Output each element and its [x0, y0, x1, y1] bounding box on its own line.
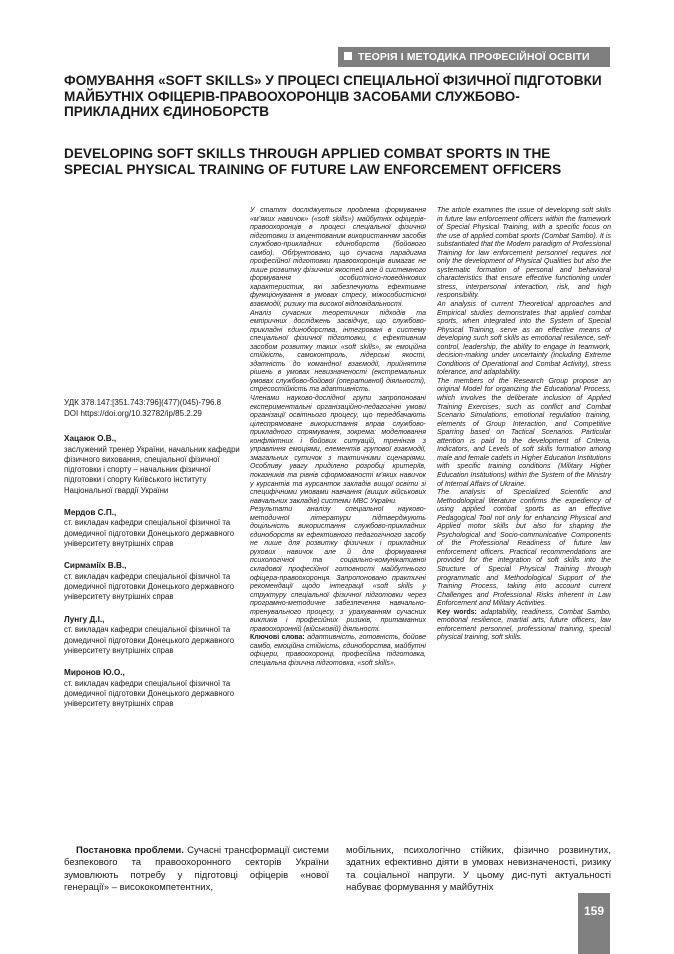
udc-doi-block: [64, 398, 239, 419]
abstract-en: [437, 207, 611, 837]
author-affiliation: ст. викладач кафедри спеціальної фізичної та домедичної підготовки Донецького державного університету внутрішніх справ: [64, 678, 235, 709]
page-number: 159: [578, 893, 610, 954]
author-affiliation: ст. викладач кафедри спеціальної фізичної та домедичної підготовки Донецького державного університету внутрішніх справ: [64, 518, 235, 549]
keywords-label: Ключові слова:: [250, 634, 305, 642]
body-text-left-content: Сучасні трансформації системи безпекового та правоохоронного секторів України зумовлюють потребу у підготовці офіцерів «нової генерації» – висококомпетентних,: [64, 845, 329, 893]
author-entry: [64, 508, 240, 549]
square-bullet-icon: [344, 52, 352, 60]
keywords-text: адаптивність, готовність, бойове самбо, емоційна стійкість, єдиноборства, майбутні офіцери, правоохоронці, професійна підготовка, спеціальна фізична підготовка, «soft skills».: [250, 634, 426, 667]
author-entry: [64, 615, 240, 656]
article-title-uk: ФОМУВАННЯ «SOFT SKILLS» У ПРОЦЕСІ СПЕЦІАЛЬНОЇ ФІЗИЧНОЇ ПІДГОТОВКИ МАЙБУТНІХ ОФІЦЕРІВ-ПРАВООХОРОНЦІВ ЗАСОБАМИ СЛУЖБОВО-ПРИКЛАДНИХ ЄДИНОБОРСТВ: [64, 73, 602, 119]
keywords-uk: [250, 634, 426, 668]
abstract-paragraph: Членами науково-дослідної групи запропоновані експериментальні організаційно-педагогічні умови організації освітнього процесу, що передбачають цілеспрямоване використання вправ службово-прикладного спрямування, зокрема: моделювання конфліктних і бойових ситуацій, тренінгів з управління емоціями, елементів групової взаємодії, змагальних сутичок з тактичними сценаріями. Особливу увагу приділено розробці критеріїв, показників та рівнів сформованості м’яких навичок у курсантів та курсанток закладів вищої освіти зі специфічними умовами навчання (вищих військових навчальних закладів) системи МВС України.: [250, 395, 426, 505]
author-name: Сирмаміїх В.В.,: [64, 561, 127, 571]
keywords-text: adaptability, readiness, Combat Sambo, emotional resilience, martial arts, future officers, law enforcement personnel, professional training, special physical training, soft skills.: [437, 608, 611, 642]
author-affiliation: ст. викладач кафедри спеціальної фізичної та домедичної підготовки Донецького державного університету внутрішніх справ: [64, 625, 235, 655]
author-entry: [64, 434, 240, 496]
author-entry: [64, 668, 240, 709]
doi-link[interactable]: DOI https://doi.org/10.32782/ip/85.2.29: [64, 408, 202, 418]
authors-list: [64, 434, 240, 722]
author-affiliation: ст. викладач кафедри спеціальної фізичної та домедичної підготовки Донецького державного університету внутрішніх справ: [64, 571, 235, 602]
abstract-uk: [250, 207, 426, 837]
abstract-paragraph: The article examines the issue of developing soft skills in future law enforcement officers within the framework of Special Physical Training, with a specific focus on the use of applied combat sports (Combat Sambo). It is substantiated that the Modern paradigm of Professional Training for law enforcement personnel requires not only the development of Physical Qualities but also the systematic formation of personal and behavioral characteristics that ensure effective functioning under stress, interpersonal interaction, risk, and high responsibility.: [437, 207, 611, 300]
author-name: Мердов С.П.,: [64, 507, 117, 517]
abstract-paragraph: The analysis of Specialized Scientific and Methodological literature confirms the expediency of using applied combat sports as an effective Pedagogical Tool not only for enhancing Physical and Applied motor skills but also for shaping the Psychological and Socio-communicative Components of the Professional Readiness of future law enforcement officers. Practical recommendations are provided for the integration of soft skills into the Structure of Special Physical Training through programmatic and Methodological Support of the Training Process, taking into account current Challenges and Professional Risks inherent in Law Enforcement and Military Activities.: [437, 489, 611, 608]
abstract-paragraph: У статті досліджується проблема формування «м’яких навичок» («soft skills») майбутніх офіцерів-правоохоронців в процесі спеціальної фізичної підготовки із акцентованим використанням засобів службово-прикладних єдиноборств (бойового самбо). Обґрунтовано, що сучасна парадигма професійної підготовки правоохоронців вимагає не лише розвитку фізичних якостей але й системного формування особистісно-поведінкових характеристик, які забезпечують ефективне функціонування в умовах стресу, міжособистісної взаємодії, ризику та високої відповідальності.: [250, 207, 426, 309]
udc-code: УДК 378.147:[351.743:796](477)(045)-796.8: [64, 398, 222, 407]
body-text-right: мобільних, психологічно стійких, фізично розвинутих, здатних ефективно діяти в умовах невизначеності, ризику та соціальної напруги. У цьому дис-путі актуальності набуває формування у майбутніх: [346, 845, 611, 893]
keywords-label: Key words:: [437, 608, 477, 616]
author-name: Миронов Ю.О.,: [64, 668, 125, 678]
body-text-left: [64, 845, 329, 894]
abstract-paragraph: Аналіз сучасних теоретичних підходів та емпіричних досліджень засвідчує, що службово-прикладні єдиноборства, інтегровані в систему спеціальної фізичної підготовки, є ефективним засобом розвитку таких «soft skills», як емоційна стійкість, самоконтроль, лідерські якості, здатність до командної взаємодії, прийняття рішень в умовах невизначеності (екстремальних умовах службово-бойової (оперативної) діяльності), стресостійкість та адаптивність.: [250, 309, 426, 394]
problem-statement-heading: Постановка проблеми.: [76, 845, 184, 856]
author-entry: [64, 561, 240, 602]
abstract-paragraph: An analysis of current Theoretical approaches and Empirical studies demonstrates that applied combat sports, when integrated into the System of Special Physical Training, serve as an effective means of developing such soft skills as emotional resilience, self-control, leadership, the ability to engage in teamwork, decision-making under uncertainty (including Extreme Conditions of Operational and Combat Activity), stress tolerance, and adaptability.: [437, 301, 611, 377]
article-title-en: DEVELOPING SOFT SKILLS THROUGH APPLIED COMBAT SPORTS IN THE SPECIAL PHYSICAL TRAINING OF FUTURE LAW ENFORCEMENT OFFICERS: [64, 146, 562, 177]
abstract-paragraph: The members of the Research Group propose an original Model for organizing the Educational Process, which involves the deliberate inclusion of Applied Training Exercises, such as conflict and Combat Scenario Simulations, emotional regulation training, elements of Group Interaction, and Competitive Sparring based on Tactical Scenarios. Particular attention is paid to the development of Criteria, Indicators, and Levels of soft skills formation among male and female cadets in Higher Education Institutions with specific training conditions (Military Higher Education Institutions) within the System of the Ministry of Internal Affairs of Ukraine.: [437, 377, 611, 488]
abstract-paragraph: Результати аналізу спеціальної науково-методичної літератури підтверджують доцільність використання службово-прикладних єдиноборств як ефективного педагогічного засобу не лише для розвитку фізичних і прикладних рухових навичок але й для формування психологічної та соціально-комунікативної складової професійної готовності майбутнього офіцера-правоохоронця. Запропоновано практичні рекомендації щодо інтеграції «soft skills у структуру спеціальної фізичної підготовки через програмно-методичне забезпечення навчально-тренувального процесу, з урахуванням сучасних викликів і професійних ризиків, притаманних правоохоронній (військовій) діяльності.: [250, 506, 426, 633]
author-name: Лунгу Д.І.,: [64, 614, 105, 624]
keywords-en: [437, 609, 611, 643]
section-header: [338, 47, 610, 67]
section-title: ТЕОРІЯ І МЕТОДИКА ПРОФЕСІЙНОЇ ОСВІТИ: [358, 51, 590, 63]
author-affiliation: заслужений тренер України, начальник кафедри фізичного виховання, спеціальної фізичної підготовки і спорту – начальник фізичної підготовки і спорту Київського інституту Національної гвардії України: [64, 444, 240, 495]
author-name: Хацаюк О.В.,: [64, 434, 117, 443]
